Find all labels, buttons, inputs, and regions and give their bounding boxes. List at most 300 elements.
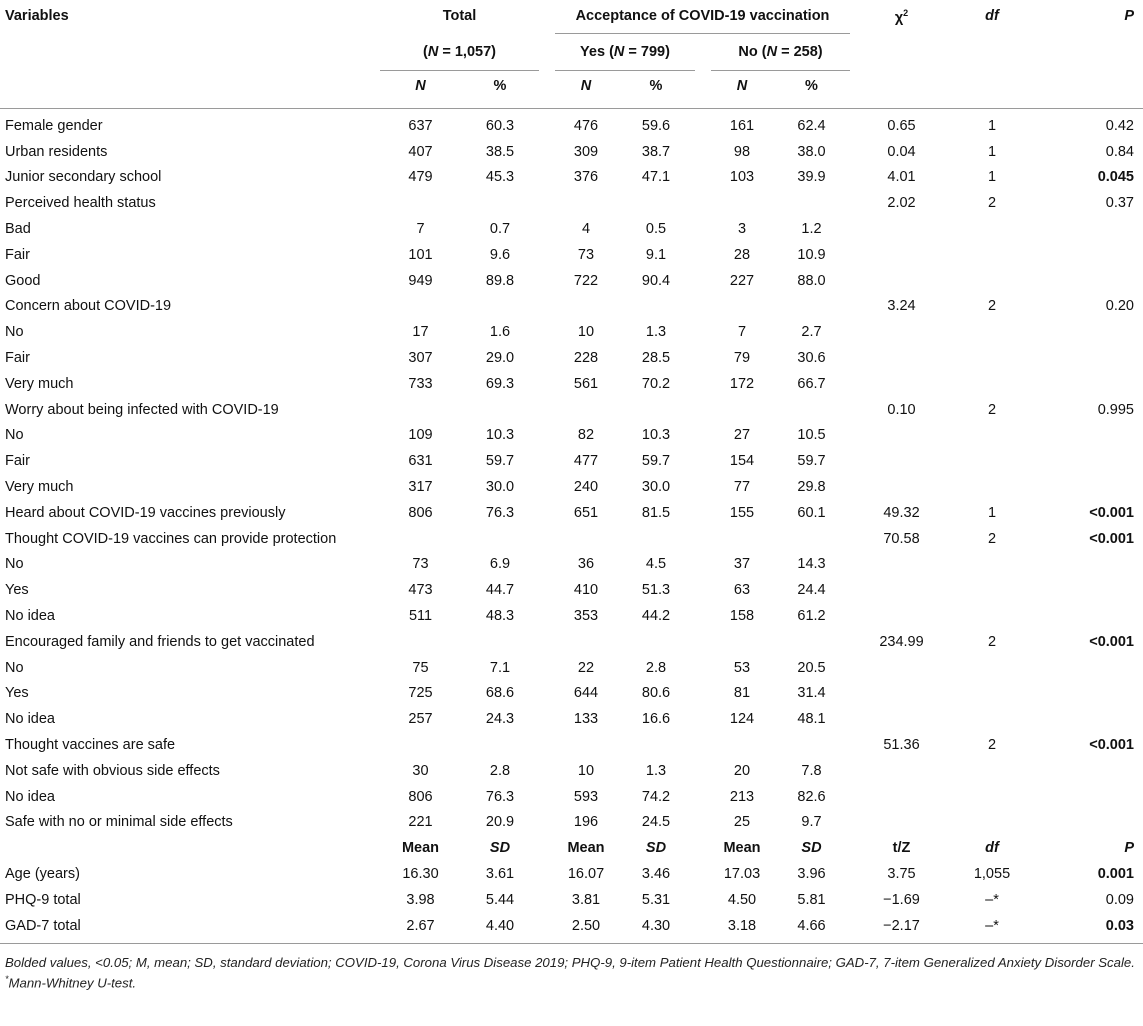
df-value: 1 [987, 117, 997, 134]
header-df: df [985, 8, 999, 24]
subheader-sd: SD [489, 840, 511, 857]
no-n-percent: 7 2.7 [737, 324, 822, 341]
total-percent [461, 190, 539, 216]
chi-square-value [850, 448, 953, 474]
yes-mean-sd: 16.07 3.46 [567, 866, 671, 882]
no-n-percent: 25 9.7 [733, 814, 822, 831]
total-n: 109 [408, 427, 433, 444]
no-n-percent: 98 38.0 [733, 143, 826, 160]
total-n [380, 629, 461, 655]
row-label: Encouraged family and friends to get vaccinated [5, 633, 315, 650]
row-label: Fair [5, 246, 30, 263]
yes-n-percent: 593 74.2 [573, 788, 671, 805]
note-mann-whitney: *Mann-Whitney U-test. [5, 973, 137, 990]
total-n: 101 [408, 246, 433, 263]
chi-square-value [850, 345, 953, 371]
total-percent: 2.8 [489, 762, 511, 779]
df-value [953, 448, 1031, 474]
p-value [1031, 552, 1143, 578]
table-row [0, 861, 1143, 887]
no-n-percent: 28 10.9 [733, 246, 826, 263]
no-n-percent: 27 10.5 [733, 427, 826, 444]
test-statistic: 3.75 [887, 866, 916, 882]
table-row [0, 500, 1143, 526]
table-row [0, 758, 1143, 784]
header-no-n: No (N = 258) [711, 34, 850, 71]
table-row [0, 603, 1143, 629]
row-label: No idea [5, 711, 55, 728]
p-value [1031, 268, 1143, 294]
p-value [1031, 345, 1143, 371]
chi-square-value [850, 371, 953, 397]
header-total-n: (N = 1,057) [380, 34, 539, 71]
row-label: Yes [5, 685, 29, 702]
no-n-percent [711, 526, 850, 552]
subheader-tz: t/Z [892, 840, 911, 857]
total-percent: 60.3 [485, 117, 515, 134]
p-value [1031, 423, 1143, 449]
categorical-rows [0, 109, 1143, 836]
total-percent: 48.3 [485, 608, 515, 625]
row-label: Fair [5, 453, 30, 470]
p-value: <0.001 [1089, 530, 1134, 547]
yes-n-percent [555, 526, 695, 552]
no-n-percent: 124 48.1 [729, 711, 826, 728]
p-value [1031, 474, 1143, 500]
p-value [1031, 758, 1143, 784]
row-label: Heard about COVID-19 vaccines previously [5, 504, 286, 521]
row-label: No idea [5, 608, 55, 625]
total-n: 631 [408, 453, 433, 470]
df-value: 2 [987, 401, 997, 418]
row-label: Age (years) [5, 866, 80, 882]
yes-n-percent: 240 30.0 [573, 479, 671, 496]
df-value [953, 474, 1031, 500]
df-value: –* [985, 917, 999, 934]
df-value: 2 [987, 737, 997, 754]
df-value: 1,055 [973, 866, 1011, 882]
p-value: 0.995 [1097, 401, 1134, 418]
no-n-percent: 161 62.4 [729, 117, 826, 134]
no-n-percent [711, 190, 850, 216]
df-value [953, 268, 1031, 294]
no-n-percent: 37 14.3 [733, 556, 826, 573]
p-value: 0.42 [1105, 117, 1134, 134]
df-value: 1 [987, 143, 997, 160]
table-row [0, 913, 1143, 939]
no-n-percent: 103 39.9 [729, 169, 826, 186]
df-value [953, 706, 1031, 732]
total-percent: 7.1 [489, 659, 511, 676]
total-n: 806 [408, 788, 433, 805]
no-n-percent [711, 397, 850, 423]
p-value [1031, 319, 1143, 345]
p-value [1031, 603, 1143, 629]
total-sd: 3.61 [485, 866, 515, 882]
p-value: 0.37 [1105, 195, 1134, 212]
total-percent: 89.8 [485, 272, 515, 289]
row-label: Bad [5, 221, 31, 238]
total-percent: 76.3 [485, 788, 515, 805]
table-row [0, 784, 1143, 810]
yes-n-percent: 22 2.8 [577, 659, 667, 676]
yes-n-percent: 10 1.3 [577, 324, 667, 341]
total-percent: 0.7 [489, 221, 511, 238]
df-value: 2 [987, 195, 997, 212]
chi-square-value [850, 268, 953, 294]
row-label: No idea [5, 788, 55, 805]
no-n-percent: 63 24.4 [733, 582, 826, 599]
total-percent: 20.9 [485, 814, 515, 831]
chi-square-value [850, 784, 953, 810]
header-acceptance: Acceptance of COVID-19 vaccination [555, 0, 850, 34]
df-value: 2 [987, 530, 997, 547]
p-value: 0.20 [1105, 298, 1134, 315]
no-n-percent [711, 629, 850, 655]
p-value [1031, 577, 1143, 603]
df-value [953, 552, 1031, 578]
total-n: 317 [408, 479, 433, 496]
no-mean-sd: 4.50 5.81 [727, 891, 826, 908]
table-row [0, 810, 1143, 836]
total-n: 949 [408, 272, 433, 289]
p-value: 0.045 [1097, 169, 1134, 186]
total-n: 7 [416, 221, 425, 238]
yes-n-percent [555, 629, 695, 655]
no-n-percent: 155 60.1 [729, 504, 826, 521]
chi-square-value [850, 681, 953, 707]
no-n-percent [711, 294, 850, 320]
row-label: Fair [5, 350, 30, 367]
yes-n-percent: 476 59.6 [573, 117, 671, 134]
total-mean: 2.67 [406, 917, 435, 934]
total-n: 806 [408, 504, 433, 521]
total-n [380, 397, 461, 423]
total-percent [461, 397, 539, 423]
p-value: 0.84 [1105, 143, 1134, 160]
chi-square-value [850, 552, 953, 578]
p-value [1031, 681, 1143, 707]
header-no-cols: N % [711, 71, 850, 109]
total-n: 75 [412, 659, 429, 676]
total-percent [461, 732, 539, 758]
total-mean: 16.30 [402, 866, 439, 882]
df-value [953, 423, 1031, 449]
no-n-percent: 81 31.4 [733, 685, 826, 702]
chi-square-value [850, 319, 953, 345]
table-row [0, 294, 1143, 320]
row-label: Not safe with obvious side effects [5, 762, 220, 779]
table-row [0, 371, 1143, 397]
row-label: Junior secondary school [5, 169, 162, 186]
chi-square-value: 234.99 [879, 633, 924, 650]
yes-n-percent: 722 90.4 [573, 272, 671, 289]
p-value [1031, 655, 1143, 681]
total-n: 307 [408, 350, 433, 367]
total-n: 73 [412, 556, 429, 573]
df-value: 2 [987, 298, 997, 315]
total-percent: 29.0 [485, 350, 515, 367]
total-n: 473 [408, 582, 433, 599]
table-row [0, 165, 1143, 191]
yes-n-percent: 196 24.5 [573, 814, 671, 831]
table-row [0, 706, 1143, 732]
chi-square-value [850, 474, 953, 500]
total-n: 733 [408, 375, 433, 392]
row-label: Yes [5, 582, 29, 599]
no-n-percent: 227 88.0 [729, 272, 826, 289]
df-value [953, 371, 1031, 397]
df-value [953, 758, 1031, 784]
row-label: No [5, 556, 24, 573]
df-value [953, 603, 1031, 629]
table-notes [0, 944, 1143, 991]
table-row [0, 629, 1143, 655]
row-label: Very much [5, 375, 74, 392]
table-row [0, 268, 1143, 294]
chi-square-value: 49.32 [883, 504, 920, 521]
table-row [0, 474, 1143, 500]
row-label: Worry about being infected with COVID-19 [5, 401, 279, 418]
p-value: 0.09 [1105, 891, 1134, 908]
yes-n-percent [555, 294, 695, 320]
yes-n-percent: 644 80.6 [573, 685, 671, 702]
total-percent: 9.6 [489, 246, 511, 263]
yes-n-percent: 353 44.2 [573, 608, 671, 625]
p-value [1031, 706, 1143, 732]
total-n [380, 526, 461, 552]
table-row [0, 577, 1143, 603]
chi-square-value: 3.24 [887, 298, 916, 315]
total-percent: 1.6 [489, 324, 511, 341]
p-value: 0.03 [1105, 917, 1134, 934]
p-value [1031, 784, 1143, 810]
total-percent: 6.9 [489, 556, 511, 573]
yes-n-percent [555, 732, 695, 758]
table-row [0, 655, 1143, 681]
df-value [953, 655, 1031, 681]
yes-n-percent: 376 47.1 [573, 169, 671, 186]
test-statistic: −2.17 [883, 917, 920, 934]
total-percent: 10.3 [485, 427, 515, 444]
total-n: 257 [408, 711, 433, 728]
table-row [0, 319, 1143, 345]
table-row [0, 190, 1143, 216]
p-value [1031, 216, 1143, 242]
df-value [953, 681, 1031, 707]
yes-mean-sd: 2.50 4.30 [571, 917, 671, 934]
chi-square-value: 2.02 [887, 195, 916, 212]
yes-n-percent: 561 70.2 [573, 375, 671, 392]
row-label: GAD-7 total [5, 917, 81, 934]
total-percent [461, 629, 539, 655]
row-label: Perceived health status [5, 195, 156, 212]
chi-square-value: 0.04 [887, 143, 916, 160]
total-sd: 4.40 [485, 917, 515, 934]
chi-square-value: 0.10 [887, 401, 916, 418]
header-total-percent: % [461, 71, 539, 109]
df-value: 2 [987, 633, 997, 650]
p-value: <0.001 [1089, 633, 1134, 650]
no-n-percent: 3 1.2 [737, 221, 822, 238]
no-n-percent: 79 30.6 [733, 350, 826, 367]
header-yes-cols: N % [555, 71, 695, 109]
no-n-percent: 158 61.2 [729, 608, 826, 625]
total-sd: 5.44 [485, 891, 515, 908]
total-percent [461, 526, 539, 552]
yes-n-percent: 73 9.1 [577, 246, 667, 263]
yes-n-percent: 410 51.3 [573, 582, 671, 599]
total-n: 30 [412, 762, 429, 779]
chi-square-value [850, 603, 953, 629]
yes-n-percent: 4 0.5 [581, 221, 667, 238]
header-total: Total [442, 8, 477, 24]
row-label: Good [5, 272, 41, 289]
continuous-rows [0, 835, 1143, 938]
yes-n-percent [555, 397, 695, 423]
row-label: PHQ-9 total [5, 891, 81, 908]
table-row [0, 216, 1143, 242]
row-label: Concern about COVID-19 [5, 298, 172, 315]
total-percent: 38.5 [485, 143, 515, 160]
table-row [0, 423, 1143, 449]
df-value [953, 345, 1031, 371]
row-label: Female gender [5, 117, 103, 134]
chi-square-value [850, 423, 953, 449]
row-label: No [5, 324, 24, 341]
total-percent: 45.3 [485, 169, 515, 186]
table-row [0, 448, 1143, 474]
subheader-mean: Mean [401, 840, 440, 857]
yes-n-percent: 82 10.3 [577, 427, 671, 444]
table-row [0, 109, 1143, 139]
header-variables: Variables [5, 8, 69, 24]
chi-square-value [850, 810, 953, 836]
total-n [380, 732, 461, 758]
table-row [0, 526, 1143, 552]
chi-square-value: 51.36 [883, 737, 920, 754]
p-value [1031, 448, 1143, 474]
chi-square-value: 4.01 [887, 169, 916, 186]
total-percent: 69.3 [485, 375, 515, 392]
df-value [953, 784, 1031, 810]
subheader-df: df [985, 840, 999, 857]
total-mean: 3.98 [406, 891, 435, 908]
table-row [0, 242, 1143, 268]
total-n: 479 [408, 169, 433, 186]
chi-square-value [850, 577, 953, 603]
subheader-p: P [1124, 840, 1134, 857]
p-value [1031, 810, 1143, 836]
df-value [953, 810, 1031, 836]
row-label: Safe with no or minimal side effects [5, 814, 233, 831]
no-n-percent: 53 20.5 [733, 659, 826, 676]
table-row [0, 397, 1143, 423]
total-percent: 24.3 [485, 711, 515, 728]
no-n-percent: 154 59.7 [729, 453, 826, 470]
chi-square-value [850, 758, 953, 784]
df-value [953, 216, 1031, 242]
header-yes-n: Yes (N = 799) [555, 34, 695, 71]
no-n-percent [711, 732, 850, 758]
no-mean-sd: 3.18 4.66 [727, 917, 826, 934]
yes-n-percent: 36 4.5 [577, 556, 667, 573]
total-n: 725 [408, 685, 433, 702]
p-value: <0.001 [1089, 504, 1134, 521]
row-label: No [5, 427, 24, 444]
row-label: No [5, 659, 24, 676]
total-n: 637 [408, 117, 433, 134]
no-n-percent: 213 82.6 [729, 788, 826, 805]
table-row [0, 139, 1143, 165]
p-value [1031, 371, 1143, 397]
total-n: 511 [408, 608, 433, 625]
chi-square-value: 0.65 [887, 117, 916, 134]
df-value: 1 [987, 504, 997, 521]
total-n: 17 [412, 324, 429, 341]
table-row [0, 887, 1143, 913]
yes-n-percent: 10 1.3 [577, 762, 667, 779]
table-row [0, 552, 1143, 578]
df-value [953, 242, 1031, 268]
header-total-count: N [380, 71, 461, 109]
header-chi-square: $\chi^2$ [894, 8, 909, 26]
total-n [380, 294, 461, 320]
df-value [953, 577, 1031, 603]
table-row [0, 345, 1143, 371]
row-label: Thought COVID-19 vaccines can provide protection [5, 530, 337, 547]
total-percent: 76.3 [485, 504, 515, 521]
row-label: Very much [5, 479, 74, 496]
header-p: P [1124, 8, 1134, 24]
test-statistic: −1.69 [883, 891, 920, 908]
yes-n-percent [555, 190, 695, 216]
total-percent [461, 294, 539, 320]
table-row [0, 732, 1143, 758]
note-abbreviations: Bolded values, <0.05; M, mean; SD, standard deviation; COVID-19, Corona Virus Disease 2019; PHQ-9, 9-item Patient Health Questionnaire; GAD-7, 7-item Generalized Anxiety Disorder Scale. [5, 954, 1135, 970]
yes-n-percent: 477 59.7 [573, 453, 671, 470]
total-n: 407 [408, 143, 433, 160]
row-label: Thought vaccines are safe [5, 737, 176, 754]
no-n-percent: 20 7.8 [733, 762, 822, 779]
df-value: –* [985, 891, 999, 908]
total-percent: 59.7 [485, 453, 515, 470]
yes-n-percent: 651 81.5 [573, 504, 671, 521]
total-percent: 44.7 [485, 582, 515, 599]
chi-square-value [850, 242, 953, 268]
p-value: <0.001 [1089, 737, 1134, 754]
yes-mean-sd: 3.81 5.31 [571, 891, 671, 908]
p-value: 0.001 [1097, 866, 1134, 882]
df-value [953, 319, 1031, 345]
p-value [1031, 242, 1143, 268]
chi-square-value: 70.58 [883, 530, 920, 547]
no-n-percent: 172 66.7 [729, 375, 826, 392]
total-percent: 30.0 [485, 479, 515, 496]
chi-square-value [850, 216, 953, 242]
no-n-percent: 77 29.8 [733, 479, 826, 496]
subheader-row: Mean SD Mean SD Mean SD t/Z df P [0, 835, 1143, 861]
yes-n-percent: 228 28.5 [573, 350, 671, 367]
df-value: 1 [987, 169, 997, 186]
chi-square-value [850, 706, 953, 732]
chi-square-value [850, 655, 953, 681]
no-mean-sd: 17.03 3.96 [723, 866, 826, 882]
table-row [0, 681, 1143, 707]
total-n [380, 190, 461, 216]
yes-n-percent: 133 16.6 [573, 711, 671, 728]
yes-n-percent: 309 38.7 [573, 143, 671, 160]
